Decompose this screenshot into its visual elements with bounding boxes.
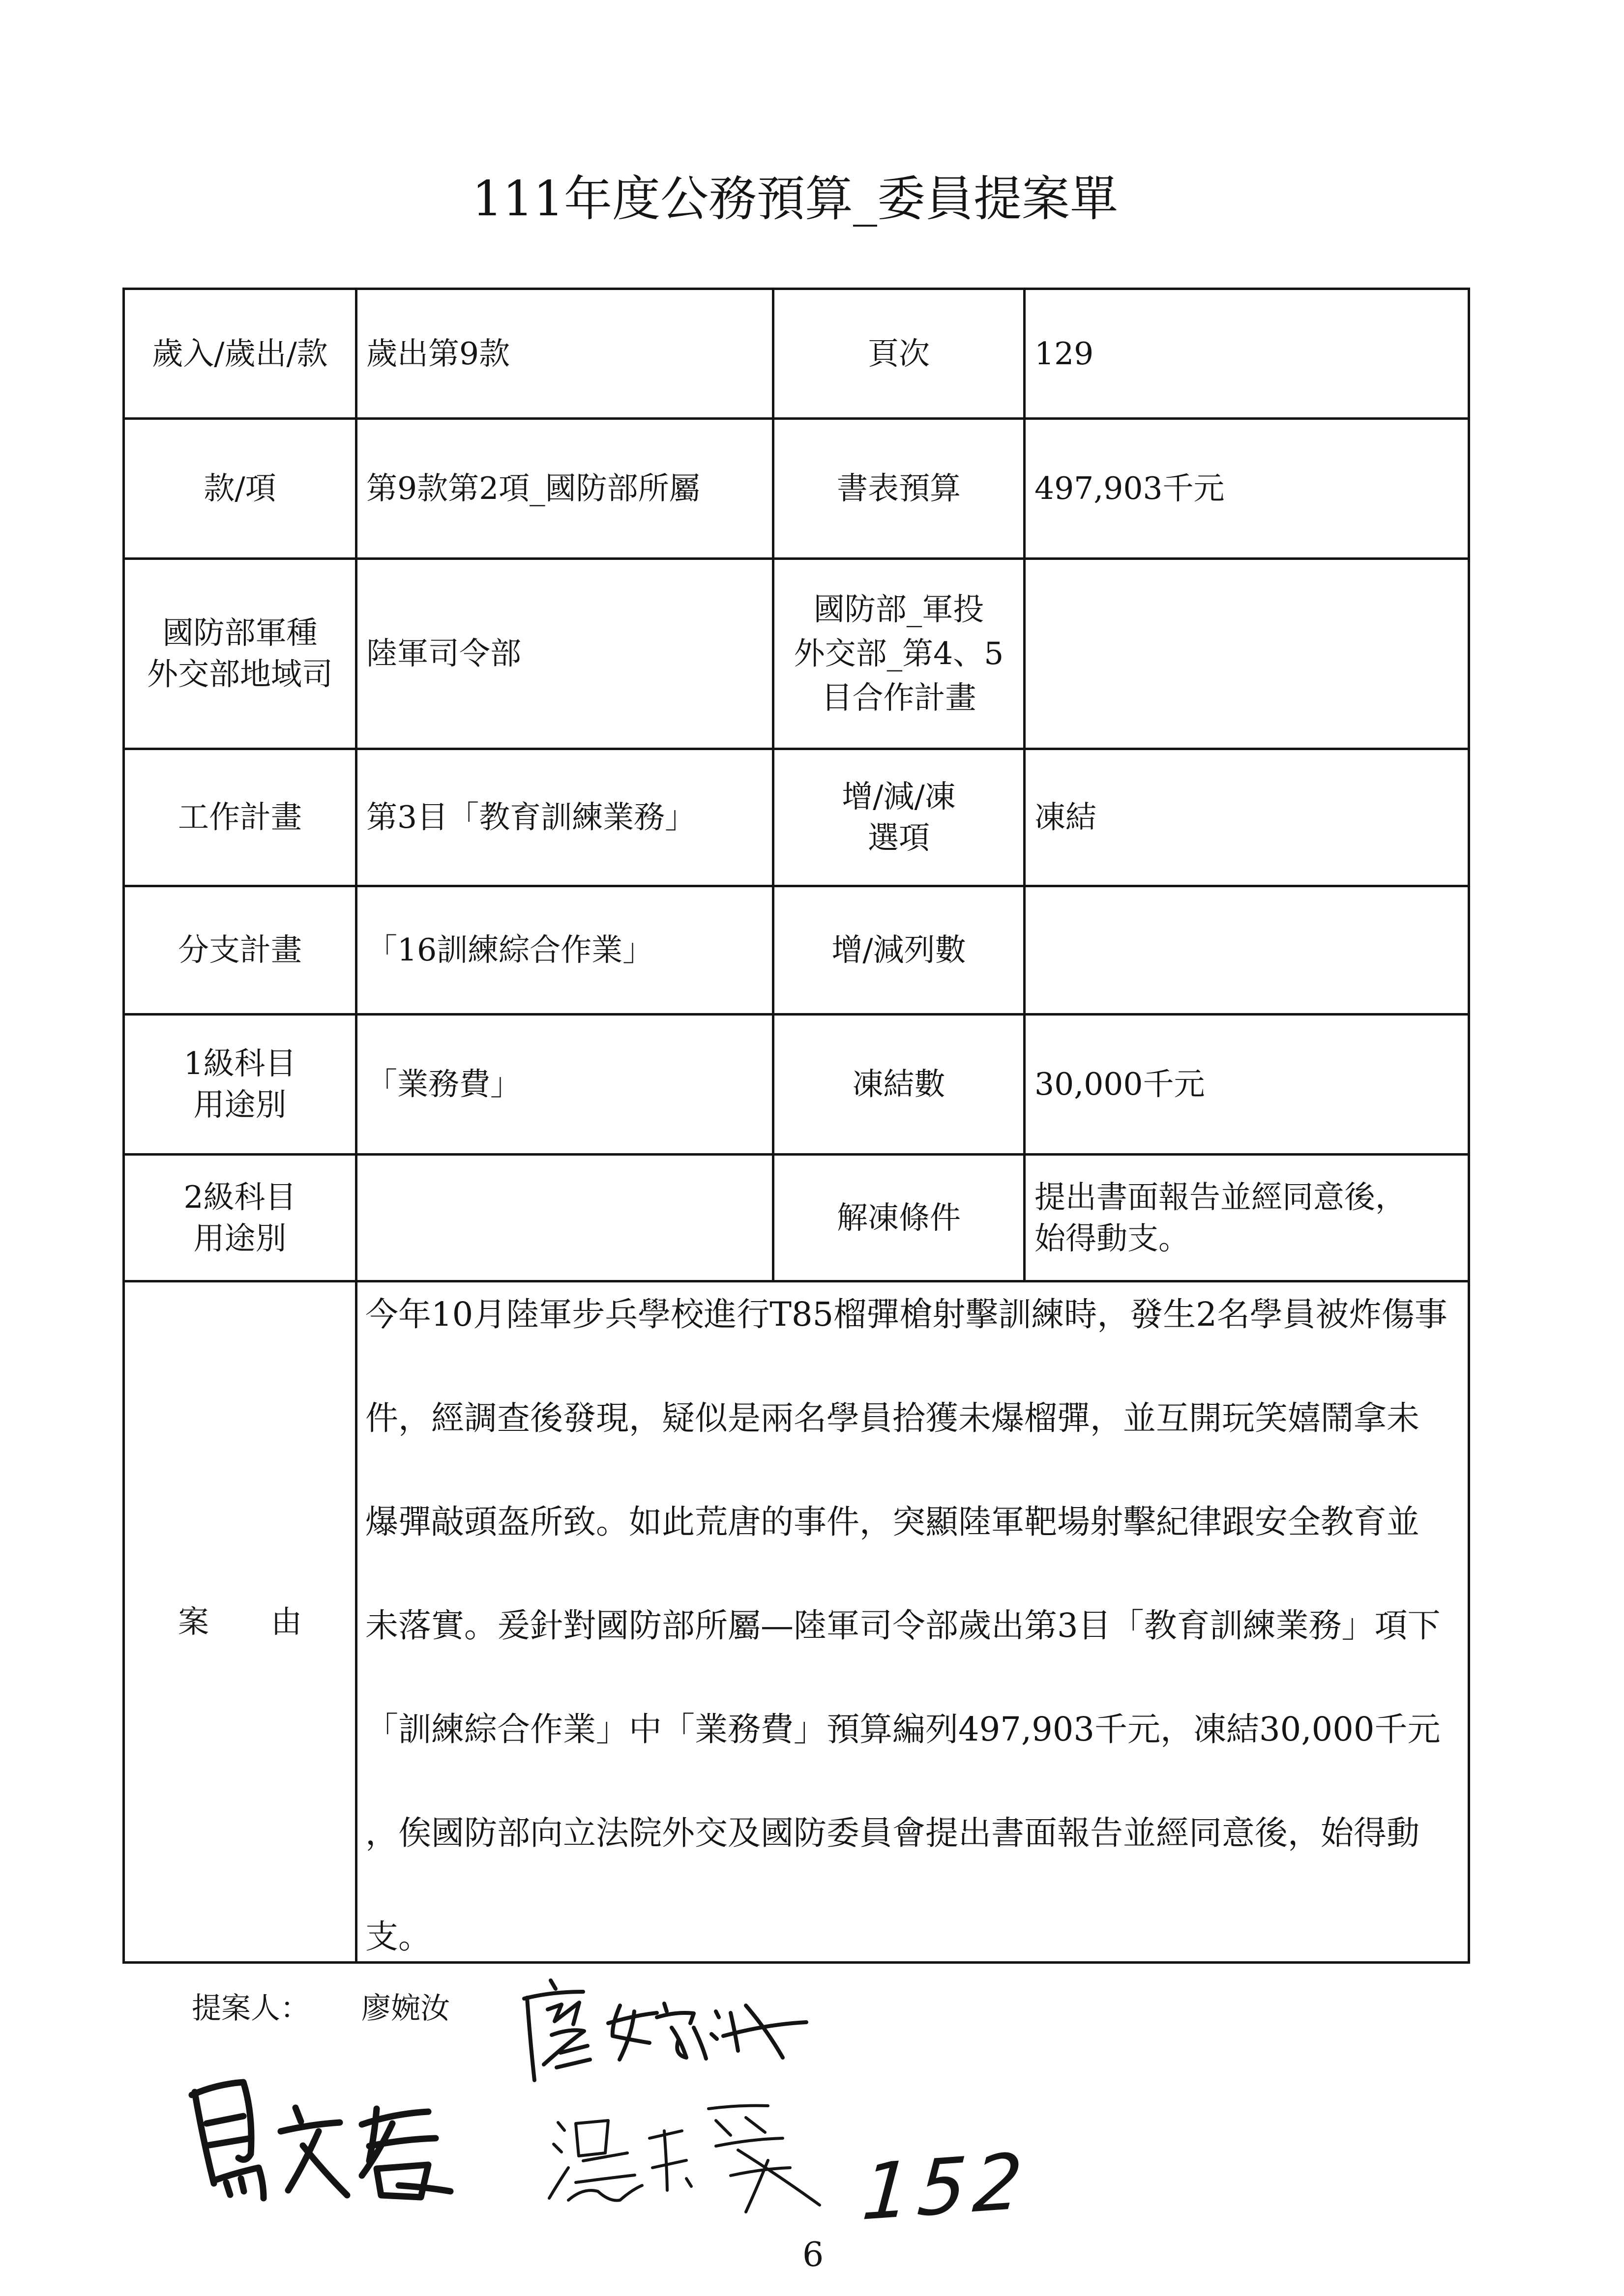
label-text: 用途別 [193, 1220, 287, 1256]
value-text: 129 [1034, 335, 1094, 372]
label-text: 凍結數 [852, 1066, 945, 1102]
label-text: 書表預算 [837, 470, 961, 506]
form-row-reason [124, 1281, 1469, 1963]
label-text: 外交部地域司 [147, 656, 333, 692]
value-cell-branch [356, 559, 773, 749]
signature-1 [524, 1980, 806, 2080]
reason-line: 未落實。爰針對國防部所屬—陸軍司令部歲出第3目「教育訓練業務」項下 [365, 1606, 1441, 1645]
value-text: 「業務費」 [366, 1066, 521, 1102]
proposal-form-table [122, 288, 1470, 1964]
form-row-work-plan [124, 749, 1469, 886]
form-row-budget-section [124, 289, 1469, 419]
label-cell-budget-section [124, 289, 356, 419]
label-text: 國防部_軍投 [813, 591, 984, 627]
label-text: 國防部軍種 [162, 615, 318, 651]
value-text: 30,000千元 [1034, 1066, 1205, 1102]
handwritten-number: 152 [859, 2136, 1033, 2238]
value-text: 提出書面報告並經同意後， [1034, 1179, 1406, 1215]
label-cell-reason [124, 1281, 356, 1963]
label-text: 工作計畫 [178, 799, 302, 835]
label-text: 2級科目 [183, 1179, 296, 1215]
reason-body-cell [356, 1281, 1469, 1963]
label-cell-page [773, 289, 1025, 419]
value-cell-work-plan [356, 749, 773, 886]
label-text: 款/項 [204, 470, 276, 506]
proposer-label: 提案人： [192, 1991, 310, 2026]
label-cell-level1-subject [124, 1015, 356, 1155]
label-cell-item [124, 419, 356, 559]
label-cell-sub-plan [124, 886, 356, 1015]
label-text: 分支計畫 [178, 932, 302, 968]
label-text: 1級科目 [183, 1046, 296, 1081]
reason-line: 今年10月陸軍步兵學校進行T85榴彈槍射擊訓練時，發生2名學員被炸傷事 [365, 1295, 1447, 1334]
value-text: 第9款第2項_國防部所屬 [366, 470, 700, 506]
value-text: 始得動支。 [1034, 1220, 1189, 1256]
value-text: 「16訓練綜合作業」 [366, 932, 654, 968]
label-cell-listed-budget [773, 419, 1025, 559]
label-cell-action-option [773, 749, 1025, 886]
value-text: 歲出第9款 [366, 335, 510, 372]
signature-3 [549, 2106, 820, 2212]
value-cell-item [356, 419, 773, 559]
label-text: 增/減/凍 [842, 779, 956, 814]
signature-2 [192, 2082, 450, 2198]
form-row-sub-plan [124, 886, 1469, 1015]
label-cell-adjust-amount [773, 886, 1025, 1015]
form-row-level2-subject [124, 1155, 1469, 1281]
label-text: 用途別 [193, 1087, 287, 1123]
value-text: 第3目「教育訓練業務」 [366, 799, 696, 835]
value-cell-action-option [1025, 749, 1469, 886]
label-text: 外交部_第4、5 [794, 636, 1004, 671]
value-cell-adjust-amount [1025, 886, 1469, 1015]
label-text: 歲入/歲出/款 [152, 335, 328, 372]
value-cell-level1-subject [356, 1015, 773, 1155]
value-cell-page [1025, 289, 1469, 419]
value-cell-sub-plan [356, 886, 773, 1015]
label-cell-cooperation-plan [773, 559, 1025, 749]
form-row-branch [124, 559, 1469, 749]
value-cell-freeze-amount [1025, 1015, 1469, 1155]
label-cell-level2-subject [124, 1155, 356, 1281]
form-row-level1-subject [124, 1015, 1469, 1155]
label-cell-branch [124, 559, 356, 749]
label-text: 目合作計畫 [821, 680, 976, 716]
reason-line: 爆彈敲頭盔所致。如此荒唐的事件，突顯陸軍靶場射擊紀律跟安全教育並 [365, 1503, 1419, 1541]
form-row-item [124, 419, 1469, 559]
label-text: 選項 [868, 820, 930, 856]
value-cell-cooperation-plan [1025, 559, 1469, 749]
label-cell-work-plan [124, 749, 356, 886]
reason-line: 支。 [365, 1918, 431, 1956]
proposer-name: 廖婉汝 [361, 1991, 450, 2026]
label-cell-unfreeze-condition [773, 1155, 1025, 1281]
value-cell-unfreeze-condition [1025, 1155, 1469, 1281]
label-text: 解凍條件 [837, 1199, 961, 1236]
value-cell-listed-budget [1025, 419, 1469, 559]
value-text: 陸軍司令部 [366, 636, 521, 671]
label-cell-freeze-amount [773, 1015, 1025, 1155]
value-cell-level2-subject [356, 1155, 773, 1281]
label-text: 案 由 [178, 1603, 302, 1640]
reason-line: 件，經調查後發現，疑似是兩名學員拾獲未爆榴彈，並互開玩笑嬉鬧拿未 [365, 1399, 1419, 1437]
value-text: 凍結 [1034, 799, 1096, 835]
reason-line: ，俟國防部向立法院外交及國防委員會提出書面報告並經同意後，始得動 [365, 1814, 1419, 1852]
form-title: 111年度公務預算_委員提案單 [472, 171, 1119, 227]
reason-line: 「訓練綜合作業」中「業務費」預算編列497,903千元，凍結30,000千元 [365, 1710, 1441, 1748]
page-number: 6 [802, 2236, 824, 2274]
label-text: 頁次 [868, 335, 930, 372]
label-text: 增/減列數 [831, 932, 966, 968]
value-cell-budget-section [356, 289, 773, 419]
value-text: 497,903千元 [1034, 470, 1225, 506]
